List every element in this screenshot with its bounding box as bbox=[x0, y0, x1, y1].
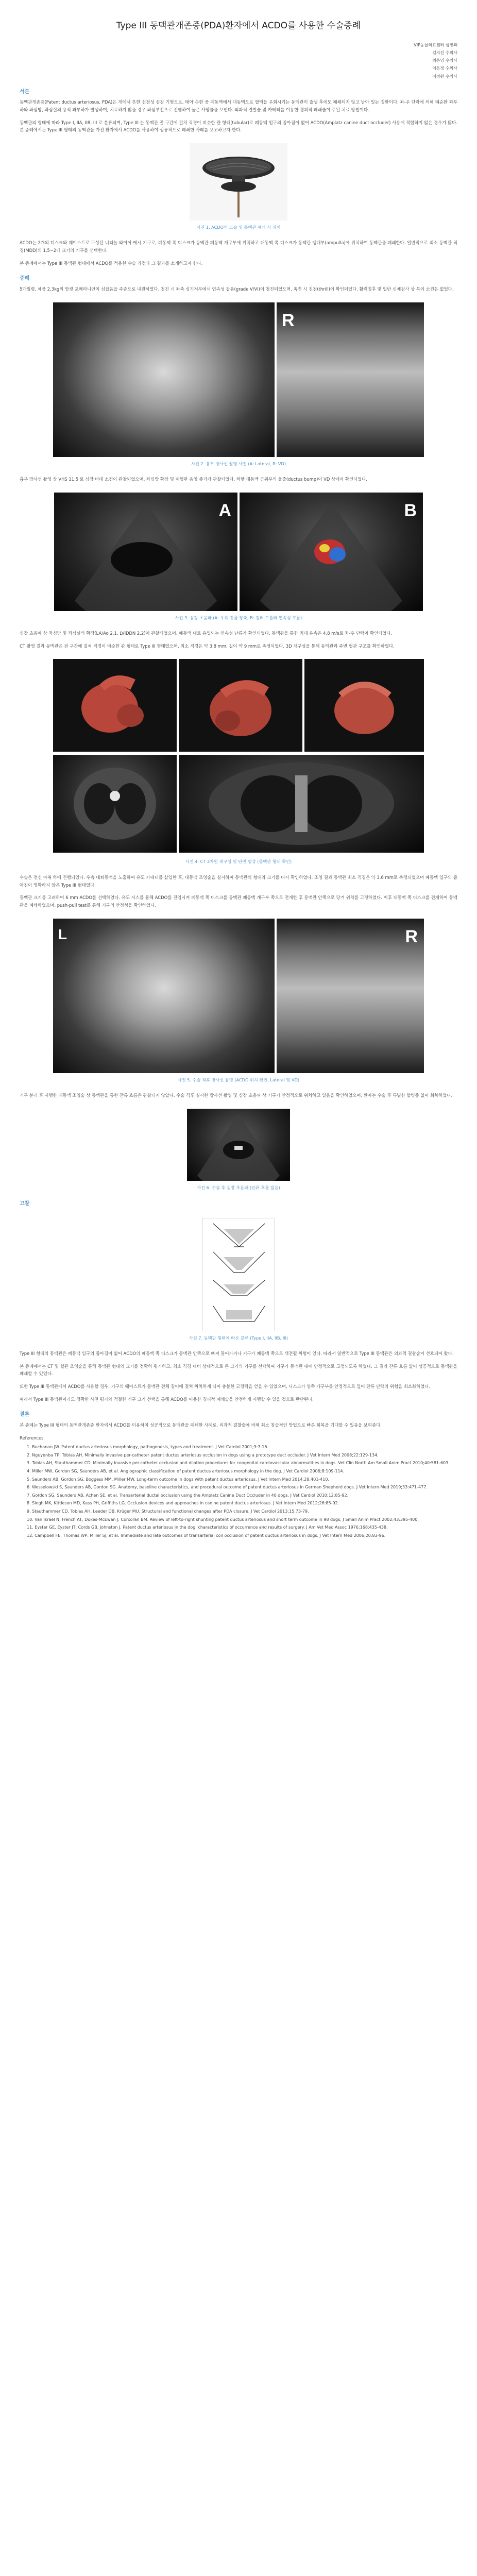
reference-item: 1. Buchanan JW. Patent ductus arteriosus morphology, pathogenesis, types and treatment. J Vet Cardiol 2001;3:7-16. bbox=[27, 1445, 269, 1450]
panel-label-r: R bbox=[405, 926, 418, 946]
pda-classification-diagram bbox=[203, 1218, 275, 1332]
ct-3d-render bbox=[304, 659, 424, 752]
reference-item: 9. Stauthammer CD, Tobias AH, Leeder DB, Krüger MU. Structural and functional changes after PDA closure. J Vet Cardiol 2013;15:73-79. bbox=[27, 1509, 309, 1514]
reference-item: 10. Van Israël N, French AT, Dukes-McEwan J, Corcoran BM. Review of left-to-right shunting patent ductus arteriosus and short term outcome in 98 dogs. J Small Anim Pract 2002;43:395-400. bbox=[27, 1517, 419, 1522]
panel-label-b: B bbox=[404, 500, 417, 520]
ct-3d-render bbox=[179, 659, 302, 752]
paragraph: 흉부 방사선 촬영 상 VHS 11.5 로 심장 비대 소견이 관찰되었으며, 좌심방 확장 및 폐혈관 음영 증가가 관찰되었다. 하행 대동맥 근위부의 돌출(ductus bump)이 VD 상에서 확인되었다. bbox=[20, 477, 368, 482]
figure-ct bbox=[53, 659, 424, 855]
echo-panel-b bbox=[240, 493, 423, 611]
paragraph: 동맥관의 형태에 따라 Type I, IIA, IIB, III 로 분류되며, Type III 는 동맥관 전 구간에 걸쳐 직경이 비슷한 관 형태(tubular)로 폐동맥 입구의 좁아짐이 없어 ACDO(Amplatz canine duct occluder) 사용에 적합하지 않은 경우가 많다. 본 증례에서는 Type III 형태의 동맥관을 가진 환자에서 ACDO를 사용하여 성공적으로 폐쇄한 사례를 보고하고자 한다. bbox=[20, 120, 457, 133]
radiograph-vd bbox=[277, 302, 424, 457]
figure-postop-radiographs bbox=[53, 919, 424, 1073]
ct-axial-slice bbox=[53, 755, 177, 853]
figure-echocardiography bbox=[53, 493, 424, 611]
paragraph: 동맥관 크기를 고려하여 6 mm ACDO를 선택하였다. 유도 시스를 통해 ACDO를 진입시켜 폐동맥 쪽 디스크를 동맥관 폐동맥 개구부 쪽으로 전개한 후 동맥관 안쪽으로 당겨 위치를 고정하였다. 이후 대동맥 쪽 디스크를 전개하여 동맥관을 폐쇄하였으며, push-pull test를 통해 기구의 안정성을 확인하였다. bbox=[20, 895, 457, 908]
postop-radiograph-vd bbox=[277, 919, 424, 1073]
ct-3d-panel-a bbox=[53, 659, 177, 752]
author-name: 이은정 수의사 bbox=[432, 66, 457, 71]
paragraph: CT 촬영 결과 동맥관은 전 구간에 걸쳐 직경이 비슷한 관 형태로 Type III 형태였으며, 최소 직경은 약 3.8 mm, 길이 약 9 mm로 측정되었다. 3D 재구성을 통해 동맥관과 주변 혈관 구조를 확인하였다. bbox=[20, 643, 395, 649]
paragraph: 따라서 Type III 동맥관이라도 정확한 사전 평가와 적절한 기구 크기 선택을 통해 ACDO를 이용한 경피적 폐쇄술을 안전하게 시행할 수 있을 것으로 판단된다. bbox=[20, 1396, 314, 1402]
ct-3d-panel-c bbox=[304, 659, 424, 752]
paragraph: 본 증례에서는 CT 및 혈관 조영술을 통해 동맥관 형태와 크기를 정확히 평가하고, 최소 직경 대비 상대적으로 큰 크기의 기구를 선택하여 기구가 동맥관 내에 안정적으로 고정되도록 하였다. 그 결과 잔류 흐름 없이 성공적으로 동맥관을 폐쇄할 수 있었다. bbox=[20, 1363, 457, 1377]
section-heading-case: 증례 bbox=[20, 276, 30, 282]
echo-doppler bbox=[240, 493, 423, 611]
reference-item: 3. Tobias AH, Stauthammer CD. Minimally invasive per-catheter occlusion and dilation procedures for congenital cardiovascular abnormalities in dogs. Vet Clin North Am Small Anim Pract 2010;40:581-603. bbox=[27, 1461, 450, 1466]
reference-item: 8. Singh MK, Kittleson MD, Kass PH, Griffiths LG. Occlusion devices and approaches in canine patent ductus arteriosus. J Vet Intern Med 2012;26:85-92. bbox=[27, 1501, 339, 1506]
panel-label-r: R bbox=[282, 310, 295, 330]
postop-radiograph-lateral bbox=[53, 919, 275, 1073]
figure-caption: 사진 5. 수술 직후 방사선 촬영 (ACDO 위치 확인, Lateral 및 VD) bbox=[177, 1077, 300, 1082]
figure-caption: 사진 6. 수술 후 심장 초음파 (잔류 흐름 없음) bbox=[197, 1184, 280, 1190]
reference-item: 5. Saunders AB, Gordon SG, Boggess MM, Miller MW. Long-term outcome in dogs with patent ductus arteriosus. J Vet Intern Med 2014;28:401-410. bbox=[27, 1477, 329, 1482]
section-heading-intro: 서론 bbox=[20, 89, 30, 95]
reference-item: 2. Nguyenba TP, Tobias AH. Minimally invasive per-catheter patent ductus arteriosus occlusion in dogs using a prototype duct occluder. J Vet Intern Med 2008;22:129-134. bbox=[27, 1452, 379, 1458]
ct-dorsal-slice bbox=[179, 755, 424, 853]
panel-label-l: L bbox=[58, 926, 67, 942]
figure-caption: 사진 3. 심장 초음파 (A: 우측 흉골 장축, B: 컬러 도플러 연속성 흐름) bbox=[175, 615, 302, 620]
echo-panel-a bbox=[54, 493, 237, 611]
figure-acdo-device bbox=[190, 143, 287, 221]
paragraph: 5개월령, 체중 2.3kg의 암컷 포메라니안이 심잡음을 주증으로 내원하였다. 청진 시 좌측 심기저부에서 연속성 잡음(grade V/VI)이 청진되었으며, 촉진 시 진전(thrill)이 확인되었다. 활력징후 및 일반 신체검사 상 특이 소견은 없었다. bbox=[20, 286, 454, 292]
section-heading-discussion: 고찰 bbox=[20, 1201, 30, 1207]
figure-thoracic-radiographs bbox=[53, 302, 424, 457]
figure-caption: 사진 2. 흉부 방사선 촬영 사진 (A: Lateral, R: VD) bbox=[191, 461, 286, 466]
paragraph: ACDO는 2개의 디스크와 웨이스트로 구성된 니티놀 와이어 메시 기구로, 폐동맥 쪽 디스크가 동맥관 폐동맥 개구부에 위치하고 대동맥 쪽 디스크가 동맥관 팽대부(ampulla)에 위치하여 동맥관을 폐쇄한다. 일반적으로 최소 동맥관 직경(MDD)의 1.5~2배 크기의 기구를 선택한다. bbox=[20, 240, 457, 253]
reference-item: 7. Gordon SG, Saunders AB, Achen SE, et al. Transarterial ductal occlusion using the Amplatz Canine Duct Occluder in 40 dogs. J Vet Cardiol 2010;12:85-92. bbox=[27, 1493, 349, 1498]
figure-caption: 사진 1. ACDO의 모습 및 동맥관 폐쇄 시 위치 bbox=[196, 225, 281, 230]
figure-caption: 사진 4. CT 3차원 재구성 및 단면 영상 (동맥관 형태 확인) bbox=[185, 859, 292, 865]
references-heading: References bbox=[20, 1435, 44, 1440]
reference-list bbox=[20, 1444, 457, 1539]
ct-dorsal-panel bbox=[179, 755, 424, 853]
paragraph: 동맥관개존증(Patent ductus arteriosus, PDA)은 개에서 흔한 선천성 심장 기형으로, 태아 순환 중 폐동맥에서 대동맥으로 혈액을 우회시키는 동맥관이 출생 후에도 폐쇄되지 않고 남아 있는 질환이다. 좌-우 단락에 의해 폐순환 과부하와 좌심방, 좌심실의 용적 과부하가 발생하며, 치료하지 않을 경우 좌심부전으로 진행하여 높은 사망률을 보인다. 외과적 결찰술 및 카테터를 이용한 경피적 폐쇄술이 주된 치료 방법이다. bbox=[20, 99, 457, 112]
reference-item: 12. Campbell FE, Thomas WP, Miller SJ, et al. Immediate and late outcomes of transarterial coil occlusion of patent ductus arteriosus in dogs. J Vet Intern Med 2006;20:83-96. bbox=[27, 1533, 386, 1538]
ct-3d-render bbox=[53, 659, 177, 752]
postop-echo-image bbox=[187, 1109, 290, 1181]
author-name: 이정원 수의사 bbox=[432, 74, 457, 79]
article-title: Type III 동맥관개존증(PDA)환자에서 ACDO를 사용한 수술증례 bbox=[116, 21, 361, 31]
paragraph: Type III 형태의 동맥관은 폐동맥 입구의 좁아짐이 없어 ACDO의 폐동맥 쪽 디스크가 동맥관 안쪽으로 빠져 들어가거나 기구가 폐동맥 쪽으로 색전될 위험이 있다. 따라서 일반적으로 Type III 동맥관은 외과적 결찰술이 선호되어 왔다. bbox=[20, 1350, 454, 1356]
ct-3d-panel-b bbox=[179, 659, 302, 752]
author-list bbox=[20, 41, 457, 80]
author-affiliation: VIP동물의료센터 심장과 bbox=[414, 42, 457, 47]
author-name: 최은영 수의사 bbox=[432, 58, 457, 63]
reference-item: 11. Eyster GE, Eyster JT, Cords GB, Johnston J. Patent ductus arteriosus in the dog: characteristics of occurrence and results of surgery. J Am Vet Med Assoc 1976;168:435-438. bbox=[27, 1525, 388, 1530]
paragraph: 본 증례는 Type III 형태의 동맥관개존증 환자에서 ACDO를 이용하여 성공적으로 동맥관을 폐쇄한 사례로, 외과적 결찰술에 비해 최소 침습적인 방법으로 빠른 회복을 기대할 수 있음을 보여준다. bbox=[20, 1422, 382, 1428]
acdo-device-illustration bbox=[190, 143, 287, 221]
paragraph: 본 증례에서는 Type III 동맥관 형태에서 ACDO를 적용한 수술 과정과 그 결과를 소개하고자 한다. bbox=[20, 260, 203, 266]
paragraph: 수술은 전신 마취 하에 진행되었다. 우측 대퇴동맥을 노출하여 유도 카테터를 삽입한 후, 대동맥 조영술을 실시하여 동맥관의 형태와 크기를 다시 확인하였다. 조영 결과 동맥관 최소 직경은 약 3.6 mm로 측정되었으며 폐동맥 입구의 좁아짐이 명확하지 않은 Type III 형태였다. bbox=[20, 874, 457, 888]
panel-label-a: A bbox=[218, 500, 231, 520]
paragraph: 심장 초음파 상 좌심방 및 좌심실의 확장(LA/Ao 2.1, LVIDDN 2.2)이 관찰되었으며, 폐동맥 내로 유입되는 연속성 난류가 확인되었다. 동맥관을 통한 최대 유속은 4.8 m/s로 좌-우 단락이 확인되었다. bbox=[20, 631, 393, 636]
figure-postop-echo bbox=[187, 1109, 290, 1181]
ct-axial-panel bbox=[53, 755, 177, 853]
section-heading-conclusion: 결론 bbox=[20, 1412, 30, 1418]
echo-sector bbox=[54, 493, 237, 611]
reference-item: 6. Wesselowski S, Saunders AB, Gordon SG. Anatomy, baseline characteristics, and procedural outcome of patent ductus arteriosus in German Shepherd dogs. J Vet Intern Med 2019;33:471-477. bbox=[27, 1485, 428, 1490]
figure-caption: 사진 7. 동맥관 형태에 따른 분류 (Type I, IIA, IIB, III) bbox=[189, 1335, 288, 1341]
figure-pda-classification bbox=[202, 1218, 275, 1331]
reference-item: 4. Miller MW, Gordon SG, Saunders AB, et al. Angiographic classification of patent ductus arteriosus morphology in the dog. J Vet Cardiol 2006;8:109-114. bbox=[27, 1469, 345, 1474]
paragraph: 기구 분리 후 시행한 대동맥 조영술 상 동맥관을 통한 잔류 흐름은 관찰되지 않았다. 수술 직후 실시한 방사선 촬영 및 심장 초음파 상 기구가 안정적으로 위치하고 있음을 확인하였으며, 환자는 수술 후 특별한 합병증 없이 회복하였다. bbox=[20, 1092, 453, 1098]
author-name: 김지선 수의사 bbox=[432, 50, 457, 55]
paragraph: 또한 Type III 동맥관에서 ACDO를 사용할 경우, 기구의 웨이스트가 동맥관 전체 길이에 걸쳐 위치하게 되어 충분한 고정력을 얻을 수 있었으며, 디스크가 양쪽 개구부를 안정적으로 덮어 잔류 단락의 위험을 최소화하였다. bbox=[20, 1383, 431, 1389]
radiograph-lateral bbox=[53, 302, 275, 457]
